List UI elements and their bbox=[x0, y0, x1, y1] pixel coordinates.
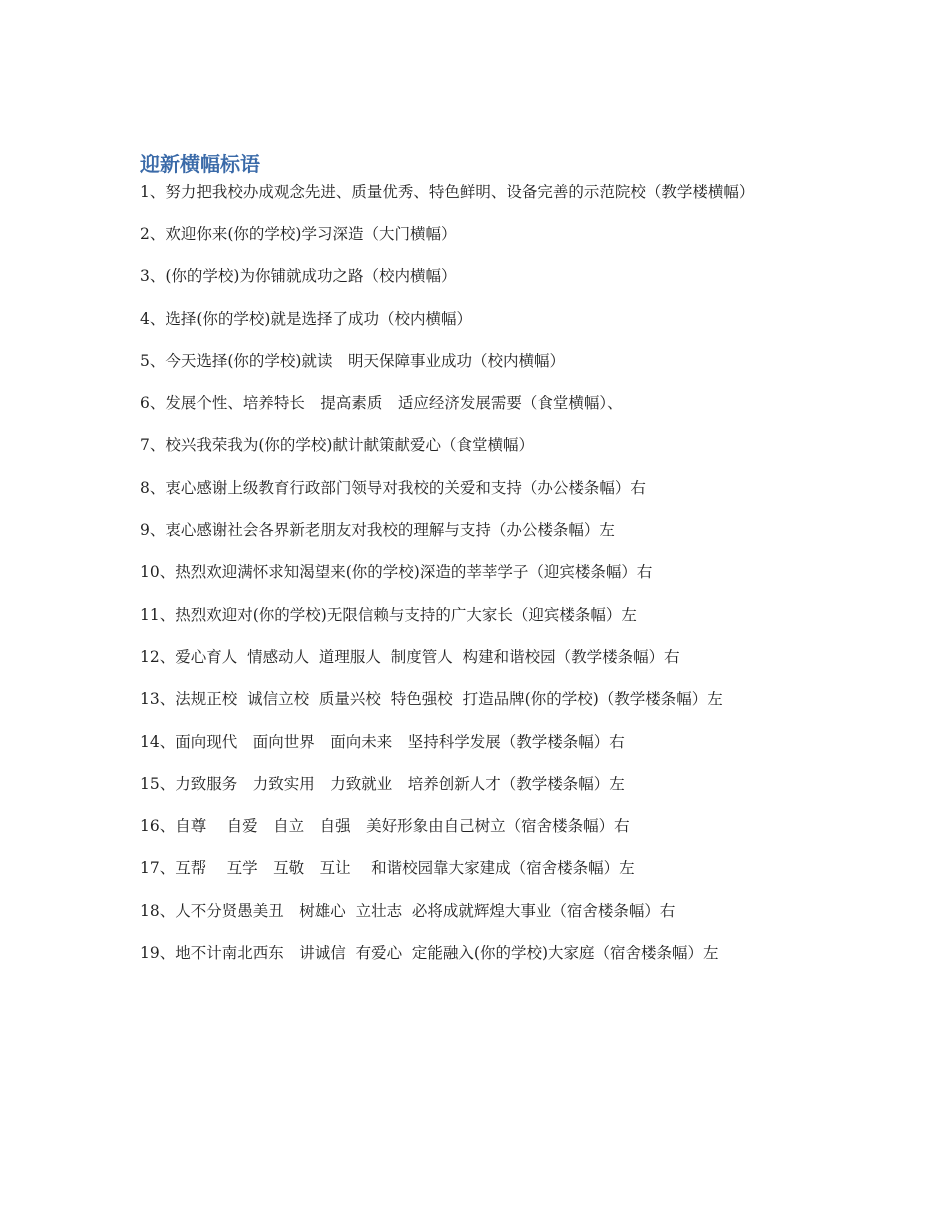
document-content bbox=[140, 150, 790, 983]
slogan-item: 5、今天选择(你的学校)就读 明天保障事业成功（校内横幅） bbox=[140, 351, 565, 370]
document-title: 迎新横幅标语 bbox=[140, 152, 260, 176]
slogan-list bbox=[140, 180, 790, 965]
slogan-item: 11、热烈欢迎对(你的学校)无限信赖与支持的广大家长（迎宾楼条幅）左 bbox=[140, 605, 637, 624]
slogan-item: 14、面向现代 面向世界 面向未来 坚持科学发展（教学楼条幅）右 bbox=[140, 732, 625, 751]
slogan-item: 7、校兴我荣我为(你的学校)献计献策献爱心（食堂横幅） bbox=[140, 436, 534, 455]
slogan-item: 15、力致服务 力致实用 力致就业 培养创新人才（教学楼条幅）左 bbox=[140, 774, 625, 793]
slogan-item: 6、发展个性、培养特长 提高素质 适应经济发展需要（食堂横幅）、 bbox=[140, 394, 623, 413]
slogan-item: 8、衷心感谢上级教育行政部门领导对我校的关爱和支持（办公楼条幅）右 bbox=[140, 478, 646, 497]
slogan-item: 16、自尊 自爱 自立 自强 美好形象由自己树立（宿舍楼条幅）右 bbox=[140, 817, 630, 836]
slogan-item: 17、互帮 互学 互敬 互让 和谐校园靠大家建成（宿舍楼条幅）左 bbox=[140, 859, 635, 878]
slogan-item: 4、选择(你的学校)就是选择了成功（校内横幅） bbox=[140, 309, 472, 328]
slogan-item: 12、爱心育人 情感动人 道理服人 制度管人 构建和谐校园（教学楼条幅）右 bbox=[140, 647, 680, 666]
slogan-item: 2、欢迎你来(你的学校)学习深造（大门横幅） bbox=[140, 225, 457, 243]
slogan-item: 19、地不计南北西东 讲诚信 有爱心 定能融入(你的学校)大家庭（宿舍楼条幅）左 bbox=[140, 944, 719, 963]
slogan-item: 1、努力把我校办成观念先进、质量优秀、特色鲜明、设备完善的示范院校（教学楼横幅） bbox=[140, 183, 755, 201]
slogan-item: 3、(你的学校)为你铺就成功之路（校内横幅） bbox=[140, 267, 457, 286]
slogan-item: 10、热烈欢迎满怀求知渴望来(你的学校)深造的莘莘学子（迎宾楼条幅）右 bbox=[140, 563, 653, 582]
slogan-item: 9、衷心感谢社会各界新老朋友对我校的理解与支持（办公楼条幅）左 bbox=[140, 521, 615, 540]
slogan-item: 13、法规正校 诚信立校 质量兴校 特色强校 打造品牌(你的学校)（教学楼条幅）左 bbox=[140, 690, 723, 709]
slogan-item: 18、人不分贤愚美丑 树雄心 立壮志 必将成就辉煌大事业（宿舍楼条幅）右 bbox=[140, 901, 676, 920]
